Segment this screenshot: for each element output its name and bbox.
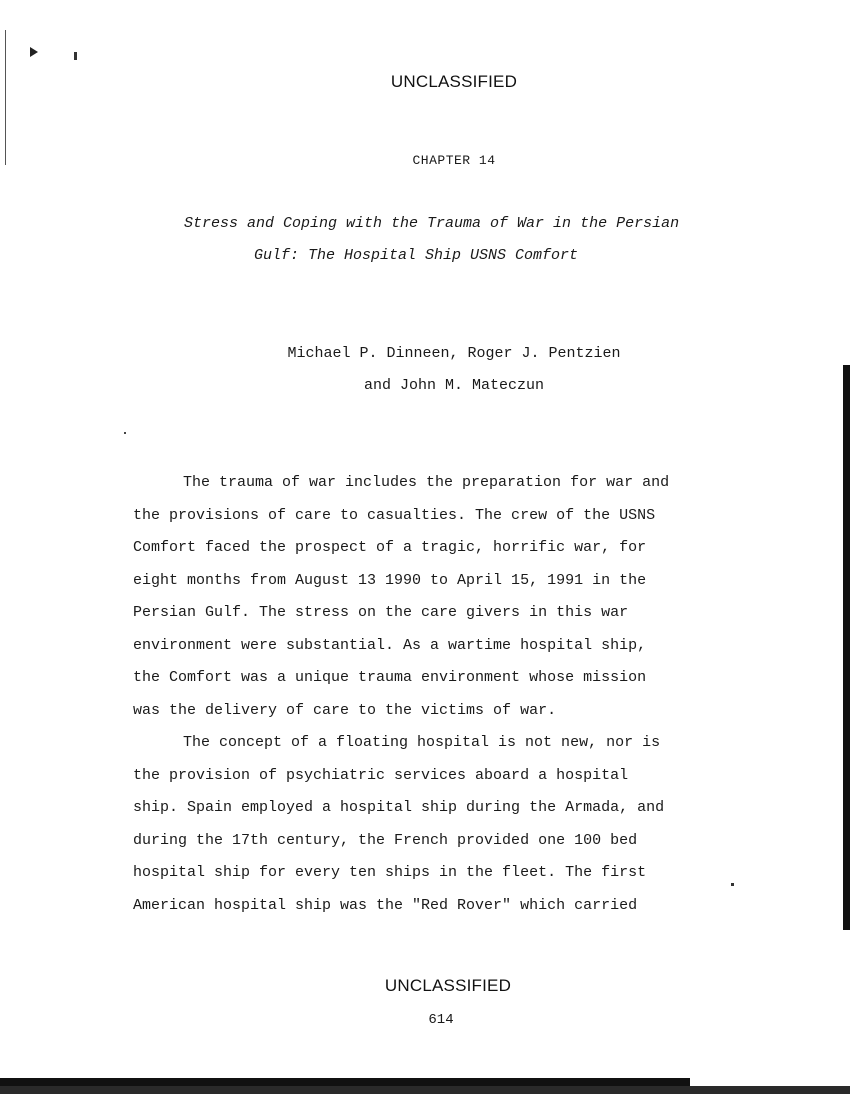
scan-right-edge-bar [843,365,850,930]
title-line-2: Gulf: The Hospital Ship USNS Comfort [254,247,579,264]
paragraph-1-line: the Comfort was a unique trauma environment whose mission [133,669,647,686]
chapter-heading: CHAPTER 14 [412,153,496,168]
paragraph-2-line: ship. Spain employed a hospital ship during the Armada, and [133,799,665,816]
title-line-1: Stress and Coping with the Trauma of War in the Persian [184,215,680,232]
paragraph-2-line: The concept of a floating hospital is not new, nor is [183,734,661,751]
scan-speck [74,52,77,60]
bottom-classification-banner: UNCLASSIFIED [384,976,512,995]
scan-speck-arrow [30,47,38,57]
paragraph-1-line: the provisions of care to casualties. The crew of the USNS [133,507,656,524]
scan-speck [124,432,126,434]
scan-bottom-edge-fade [0,1086,850,1094]
paragraph-1-line: eight months from August 13 1990 to April 15, 1991 in the [133,572,647,589]
page-number: 614 [428,1012,454,1028]
scan-left-edge-line [5,30,6,165]
paragraph-2-line: hospital ship for every ten ships in the fleet. The first [133,864,647,881]
paragraph-1-line: Persian Gulf. The stress on the care givers in this war [133,604,629,621]
authors-line-2: and John M. Mateczun [363,377,545,394]
authors-line-1: Michael P. Dinneen, Roger J. Pentzien [287,345,621,362]
paragraph-1-line: Comfort faced the prospect of a tragic, horrific war, for [133,539,647,556]
paragraph-1-line: The trauma of war includes the preparation for war and [183,474,670,491]
paragraph-1-line: was the delivery of care to the victims of war. [133,702,557,719]
paragraph-1-line: environment were substantial. As a wartime hospital ship, [133,637,647,654]
top-classification-banner: UNCLASSIFIED [390,72,518,91]
paragraph-2-line: during the 17th century, the French provided one 100 bed [133,832,638,849]
scan-speck [731,883,734,886]
paragraph-2-line: the provision of psychiatric services aboard a hospital [133,767,629,784]
scan-bottom-edge-bar [0,1078,690,1086]
paragraph-2-line: American hospital ship was the "Red Rover" which carried [133,897,638,914]
